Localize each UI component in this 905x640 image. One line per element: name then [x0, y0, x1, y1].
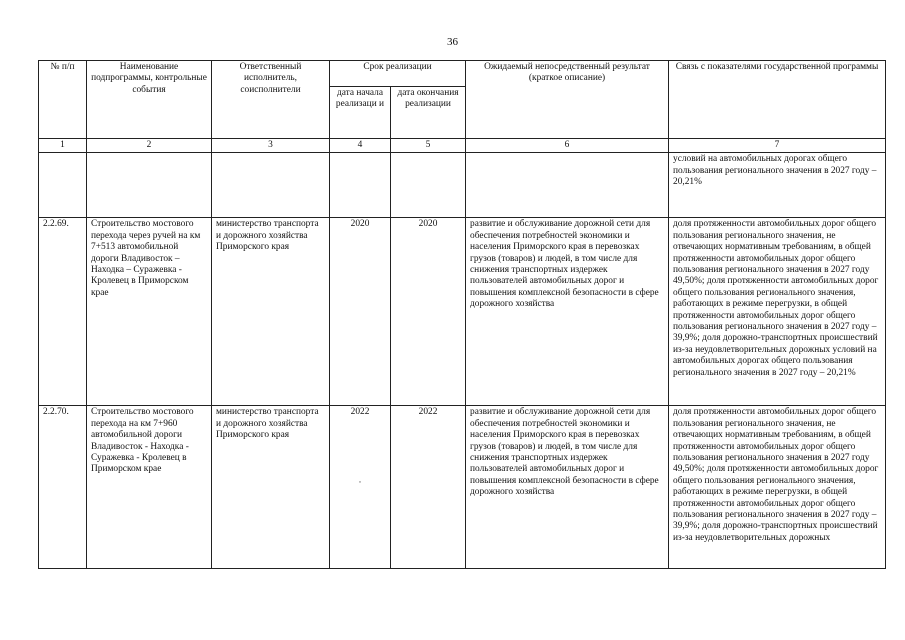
- header-start-date: дата начала реализаци и: [330, 87, 391, 139]
- row-number: 2.2.70.: [39, 406, 87, 569]
- header-end-date: дата окончания реализации: [391, 87, 466, 139]
- header-period: Срок реализации: [330, 61, 466, 87]
- header-name: Наименование подпрограммы, контрольные события: [87, 61, 212, 139]
- row-number: 2.2.69.: [39, 218, 87, 406]
- start-year-cell: [330, 406, 391, 569]
- stray-mark: ·: [358, 476, 362, 487]
- start-year: 2020: [330, 218, 391, 406]
- end-year: 2022: [391, 406, 466, 569]
- indicators-cell: доля протяженности автомобильных дорог общего пользования регионального значения, не отвечающих нормативным требованиям, в общей протяженности автомобильных дорог общего пользования регионального значения в 2027 году 49,50%; доля протяженности автомобильных дорог общего пользования регионального значения, работающих в режиме перегрузки, в общей протяженности автомобильных дорог общего пользования регионального значения в 2027 году – 39,9%; доля дорожно-транспортных происшествий из-за неудовлетворительных дорожных: [669, 406, 886, 569]
- column-number: 2: [87, 139, 212, 153]
- column-number: 7: [669, 139, 886, 153]
- column-number: 4: [330, 139, 391, 153]
- header-number: № п/п: [39, 61, 87, 139]
- executor-cell: министерство транспорта и дорожного хозяйства Приморского края: [212, 218, 330, 406]
- column-number: 1: [39, 139, 87, 153]
- header-result: Ожидаемый непосредственный результат (краткое описание): [466, 61, 669, 139]
- implementation-plan-table: [38, 60, 886, 569]
- column-number: 5: [391, 139, 466, 153]
- indicators-cell: условий на автомобильных дорогах общего пользования регионального значения в 2027 году – 20,21%: [669, 153, 886, 218]
- table-row-continuation: [39, 153, 886, 218]
- column-number: 6: [466, 139, 669, 153]
- table-row: [39, 406, 886, 569]
- table-row: [39, 218, 886, 406]
- column-number-row: [39, 139, 886, 153]
- column-number: 3: [212, 139, 330, 153]
- result-cell: развитие и обслуживание дорожной сети для обеспечения потребностей экономики и населения Приморского края в перевозках грузов (товаров) и людей, в том числе для снижения транспортных издержек пользователей автомобильных дорог и повышения комплексной безопасности в сфере дорожного хозяйства: [466, 218, 669, 406]
- start-year: 2022: [350, 407, 370, 418]
- header-indicators: Связь с показателями государственной программы: [669, 61, 886, 139]
- event-name: Строительство мостового перехода на км 7+960 автомобильной дороги Владивосток - Находка - Суражевка - Кролевец в Приморском крае: [87, 406, 212, 569]
- end-year: 2020: [391, 218, 466, 406]
- event-name: Строительство мостового перехода через ручей на км 7+513 автомобильной дороги Владивосток – Находка – Суражевка - Кролевец в Приморском крае: [87, 218, 212, 406]
- executor-cell: министерство транспорта и дорожного хозяйства Приморского края: [212, 406, 330, 569]
- page-number: 36: [447, 36, 458, 48]
- header-executor: Ответственный исполнитель, соисполнители: [212, 61, 330, 139]
- indicators-cell: доля протяженности автомобильных дорог общего пользования регионального значения, не отвечающих нормативным требованиям, в общей протяженности автомобильных дорог общего пользования регионального значения в 2027 году 49,50%; доля протяженности автомобильных дорог общего пользования регионального значения, работающих в режиме перегрузки, в общей протяженности автомобильных дорог общего пользования регионального значения в 2027 году – 39,9%; доля дорожно-транспортных происшествий из-за неудовлетворительных дорожных условий на автомобильных дорогах общего пользования регионального значения в 2027 году – 20,21%: [669, 218, 886, 406]
- result-cell: развитие и обслуживание дорожной сети для обеспечения потребностей экономики и населения Приморского края в перевозках грузов (товаров) и людей, в том числе для снижения транспортных издержек пользователей автомобильных дорог и повышения комплексной безопасности в сфере дорожного хозяйства: [466, 406, 669, 569]
